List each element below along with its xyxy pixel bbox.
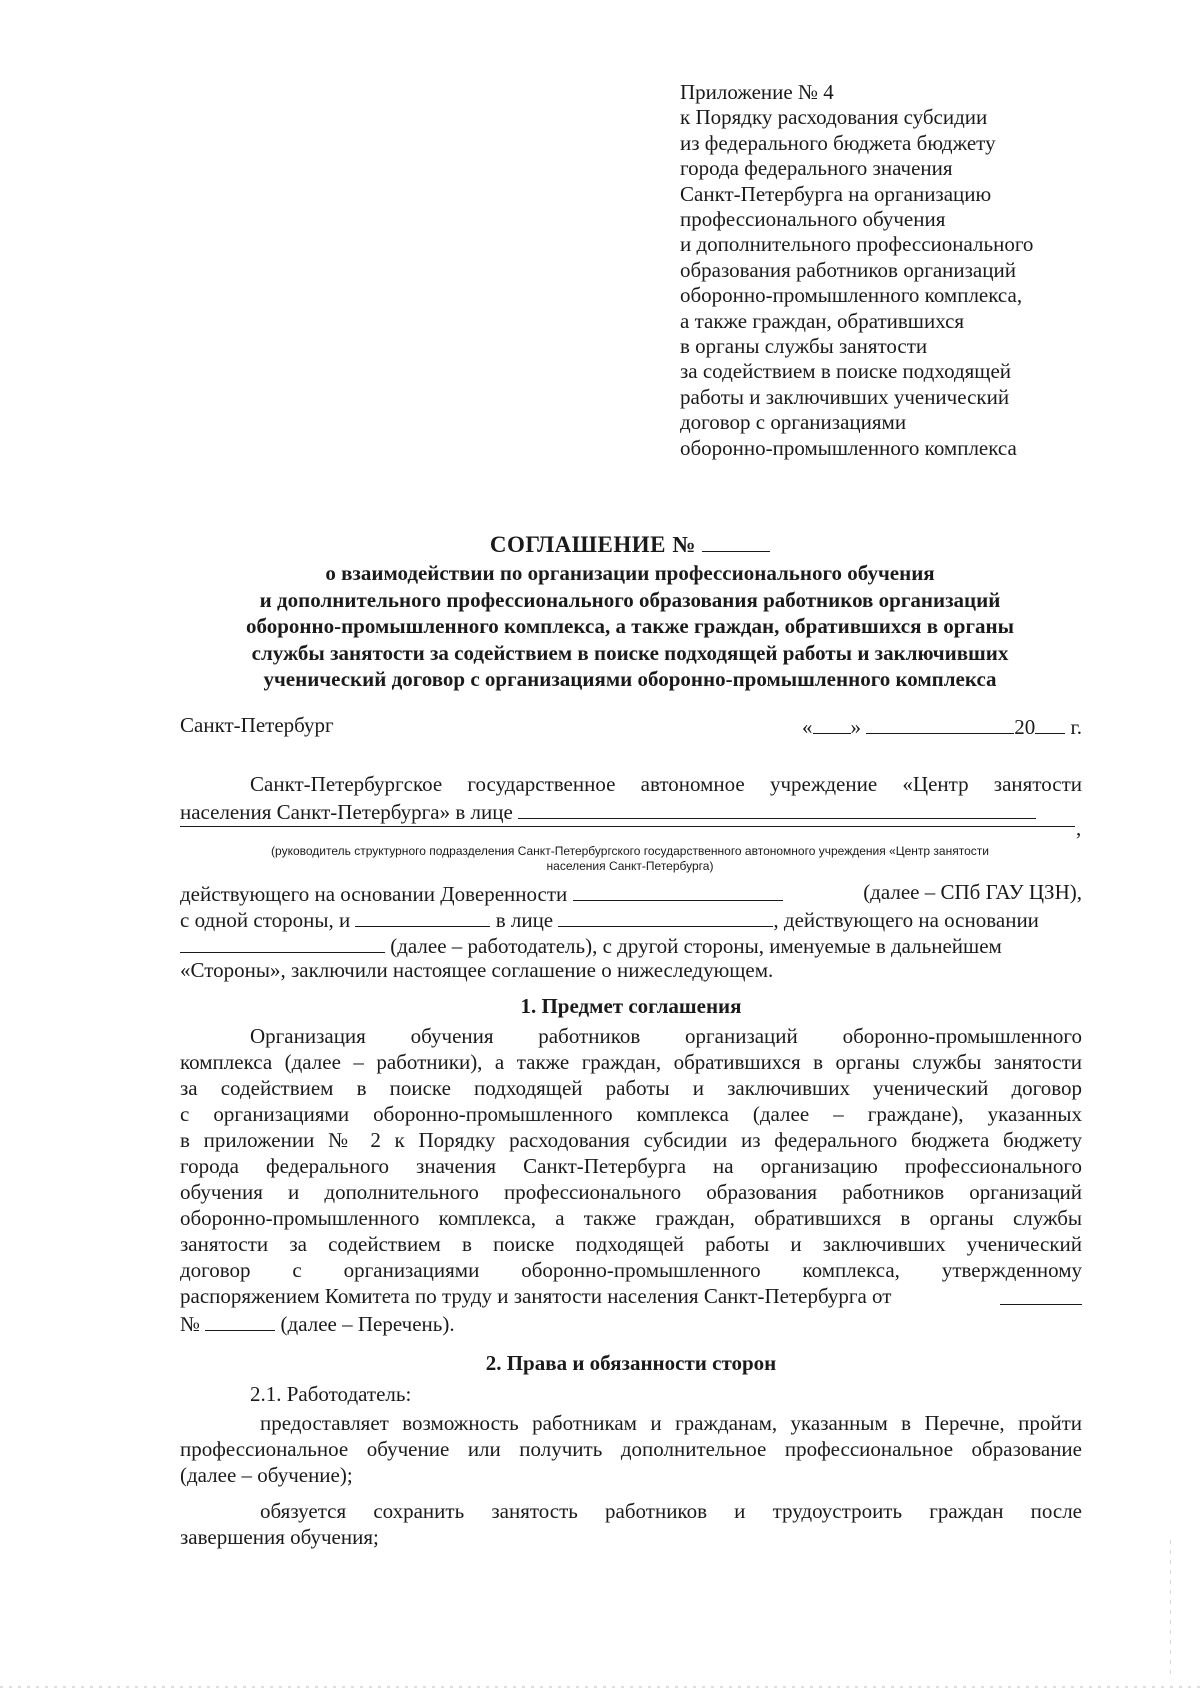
employer-basis-blank [180, 931, 385, 953]
agreement-title-block [180, 528, 1080, 693]
employer-name-blank [355, 905, 490, 927]
appendix-line: и дополнительного профессионального [680, 232, 1034, 257]
representative-caption-line: населения Санкт-Петербурга) [546, 859, 714, 873]
intro-line-3-end: (далее – СПб ГАУ ЦЗН), [863, 880, 1082, 904]
agreement-subtitle-line: о взаимодействии по организации профессионального обучения [325, 561, 935, 585]
section-2-item-label: 2.1. Работодатель: [250, 1382, 412, 1406]
section-1-last-line [180, 1309, 1082, 1337]
appendix-line: профессионального обучения [680, 207, 946, 232]
appendix-line: за содействием в поиске подходящей [680, 359, 1012, 384]
representative-caption-line: (руководитель структурного подразделения Санкт-Петербургского государственного автономного учреждения «Центр занятости [271, 844, 989, 858]
intro-line-4-text: с одной стороны, и [180, 908, 351, 932]
year-blank [1035, 712, 1065, 734]
decree-number-sign: № [180, 1312, 201, 1336]
year-suffix: г. [1070, 715, 1082, 739]
intro-line-1: Санкт-Петербургское государственное автономное учреждение «Центр занятости [250, 772, 1082, 796]
section-1-line: с организациями оборонно-промышленного комплекса (далее – граждане), указанных [180, 1102, 1082, 1126]
section-1-line: занятости за содействием в поиске подходящей работы и заключивших ученический [180, 1232, 1082, 1256]
intro-line-6: «Стороны», заключили настоящее соглашение о нижеследующем. [180, 958, 774, 982]
power-of-attorney-blank [573, 879, 783, 901]
date-close-quote: » [850, 715, 861, 739]
section-1-line: Организация обучения работников организаций оборонно-промышленного [250, 1024, 1082, 1048]
month-blank [866, 712, 1014, 734]
appendix-line: города федерального значения [680, 156, 953, 181]
section-2-p1-line: (далее – обучение); [180, 1463, 353, 1487]
appendix-line: оборонно-промышленного комплекса [680, 435, 1017, 460]
date-field [802, 712, 1082, 740]
appendix-block [680, 80, 1100, 461]
scan-artifact-line [0, 1686, 1200, 1688]
representative-rule [180, 826, 1075, 827]
agreement-title [180, 528, 1080, 560]
appendix-line: к Порядку расходования субсидии [680, 105, 988, 130]
agreement-subtitle-line: и дополнительного профессионального образования работников организаций [259, 587, 1001, 612]
section-2-p2-line: обязуется сохранить занятость работников и трудоустроить граждан после [260, 1499, 1082, 1523]
city-name: Санкт-Петербург [180, 713, 334, 737]
decree-number-blank [205, 1309, 275, 1331]
section-2-heading: 2. Права и обязанности сторон [485, 1351, 777, 1375]
intro-line-4-end: , действующего на основании [773, 908, 1039, 932]
section-2-p1-line: профессиональное обучение или получить дополнительное профессиональное образование [180, 1437, 1082, 1461]
section-1-line: за содействием в поиске подходящей работы и заключивших ученический договор [180, 1076, 1082, 1100]
section-1-line: обучения и дополнительного профессионального образования работников организаций [180, 1180, 1082, 1204]
section-1-line: в приложении № 2 к Порядку расходования субсидии из федерального бюджета бюджету [180, 1128, 1082, 1152]
section-1-last-text: (далее – Перечень). [280, 1312, 455, 1336]
rule-comma: , [1076, 816, 1082, 840]
section-1-line: города федерального значения Санкт-Петербурга на организацию профессионального [180, 1154, 1082, 1178]
appendix-line: работы и заключивших ученический [680, 384, 1010, 409]
agreement-number-blank [702, 528, 770, 552]
intro-line-4-mid: в лице [495, 908, 554, 932]
intro-line-5-text: (далее – работодатель), с другой стороны, именуемые в дальнейшем [390, 934, 1002, 958]
agreement-subtitle-line: оборонно-промышленного комплекса, а также граждан, обратившихся в органы [245, 614, 1014, 638]
appendix-line: из федерального бюджета бюджету [680, 130, 996, 155]
section-2-p2-line: завершения обучения; [180, 1525, 379, 1549]
section-1-decree-text: распоряжением Комитета по труду и занятости населения Санкт-Петербурга от [180, 1284, 892, 1308]
place-date-row [180, 712, 1082, 738]
appendix-line: образования работников организаций [680, 257, 1016, 282]
section-1-line: комплекса (далее – работники), а также граждан, обратившихся в органы службы занятости [180, 1050, 1082, 1074]
agreement-subtitle-line: службы занятости за содействием в поиске подходящей работы и заключивших [251, 640, 1009, 665]
appendix-line: Приложение № 4 [680, 80, 834, 104]
section-2-p1-line: предоставляет возможность работникам и гражданам, указанным в Перечне, пройти [260, 1411, 1082, 1435]
intro-line-4 [180, 905, 1082, 933]
intro-line-5 [180, 931, 1082, 959]
intro-line-3-text: действующего на основании Доверенности [180, 882, 568, 906]
scan-artifact-line [1170, 1540, 1171, 1680]
decree-date-blank [1000, 1283, 1082, 1305]
section-1-line: оборонно-промышленного комплекса, а также граждан, обратившихся в органы службы [180, 1206, 1082, 1230]
section-1-line: договор с организациями оборонно-промышленного комплекса, утвержденному [180, 1258, 1082, 1282]
year-prefix: 20 [1014, 715, 1036, 739]
representative-blank [518, 797, 1036, 819]
appendix-line: Санкт-Петербурга на организацию [680, 181, 992, 206]
agreement-subtitle-line: ученический договор с организациями оборонно-промышленного комплекса [263, 667, 997, 691]
section-1-heading: 1. Предмет соглашения [520, 994, 742, 1018]
intro-line-2-text: населения Санкт-Петербурга» в лице [180, 800, 513, 824]
day-blank [813, 712, 851, 734]
section-1-line-decree [180, 1283, 1082, 1309]
appendix-line: а также граждан, обратившихся [680, 308, 965, 333]
employer-representative-blank [558, 905, 773, 927]
intro-line-2 [180, 797, 1082, 825]
appendix-line: в органы службы занятости [680, 334, 928, 359]
intro-line-3 [180, 879, 1082, 907]
appendix-line: договор с организациями [680, 410, 907, 435]
appendix-line: оборонно-промышленного комплекса, [680, 283, 1023, 308]
agreement-title-text: СОГЛАШЕНИЕ № [489, 532, 696, 557]
date-open-quote: « [802, 715, 813, 739]
